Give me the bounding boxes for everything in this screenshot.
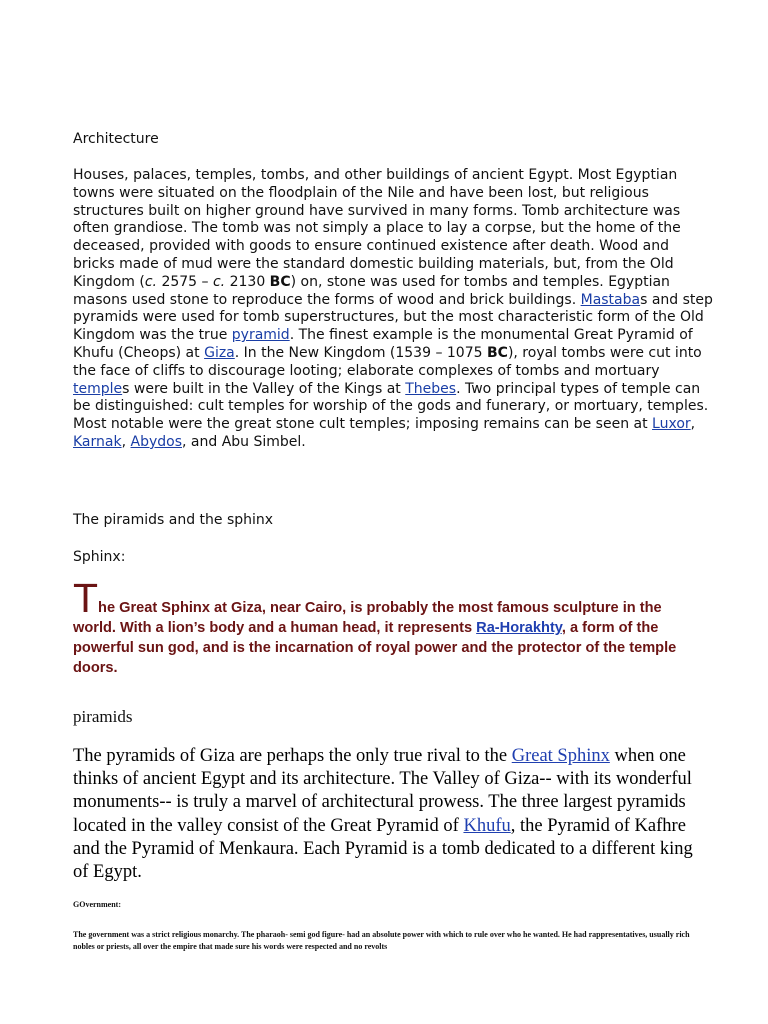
text-segment: The pyramids of Giza are perhaps the only true rival to the: [73, 746, 512, 766]
bc-abbrev: BC: [486, 344, 508, 361]
section-heading-pyramids: piramids: [73, 707, 133, 726]
text-segment: , the Pyramid of Kafhre and the Pyramid of Menkaura. Each Pyramid is a tomb dedicated to a different king of Egypt.: [73, 815, 693, 883]
separator: ,: [121, 433, 131, 450]
abydos-link[interactable]: Abydos: [130, 433, 182, 450]
khufu-link[interactable]: Khufu: [463, 815, 511, 836]
text-segment: , a form of the powerful sun god, and is the incarnation of royal power and the protector of the temple doors.: [73, 620, 677, 676]
bc-abbrev: BC: [269, 273, 291, 290]
text-segment: ), royal tombs were cut into the face of cliffs to discourage looting; elaborate complexes of tombs and mortuary: [73, 344, 702, 379]
text-segment: . The finest example is the monumental Great Pyramid of Khufu (Cheops) at: [73, 327, 693, 361]
giza-link[interactable]: Giza: [204, 344, 235, 361]
mastaba-link[interactable]: Mastaba: [580, 291, 641, 308]
circa-abbrev: c.: [144, 273, 157, 290]
pyramid-link[interactable]: pyramid: [231, 327, 290, 344]
text-segment: , and Abu Simbel.: [182, 433, 306, 450]
circa-abbrev: c.: [212, 273, 226, 290]
pyramids-paragraph: [73, 745, 693, 884]
text-segment: . Two principal types of temple can be distinguished: cult temples for worship of the gods and funerary, or mortuary, temples. Most notable were the great stone cult temples; imposing remains can be seen at: [73, 380, 709, 433]
text-segment: he Great Sphinx at Giza, near Cairo, is probably the most famous sculpture in the world. With a lion’s body and a human head, it represents: [73, 600, 662, 636]
text-segment: s and step pyramids were used for tomb superstructures, but the most characteristic form of the Old Kingdom was the true: [73, 291, 713, 344]
text-segment: ) on, stone was used for tombs and temples. Egyptian masons used stone to reproduce the forms of wood and brick buildings.: [73, 273, 670, 308]
section-heading-architecture: Architecture: [73, 131, 159, 147]
government-paragraph: The government was a strict religious monarchy. The pharaoh- semi god figure- had an absolute power with which to rule over who he wanted. He had rappresentatives, usually rich nobles or priests, all over the empire that made sure his words were respected and no revolts: [73, 930, 690, 951]
ra-horakhty-link[interactable]: Ra-Horakhty: [476, 620, 562, 636]
karnak-link[interactable]: Karnak: [73, 433, 122, 450]
drop-cap: T: [73, 575, 99, 621]
sphinx-label: Sphinx:: [73, 549, 126, 565]
section-heading-pyramids-sphinx: The piramids and the sphinx: [73, 512, 274, 528]
sphinx-paragraph: [73, 575, 703, 678]
text-segment: when one thinks of ancient Egypt and its architecture. The Valley of Giza-- with its wonderful monuments-- is truly a marvel of architectural prowess. The three largest pyramids located in the valley consist of the Great Pyramid of: [73, 746, 692, 836]
temple-link[interactable]: temple: [73, 380, 123, 397]
separator: ,: [690, 416, 696, 433]
text-segment: 2575 –: [157, 273, 213, 290]
thebes-link[interactable]: Thebes: [405, 380, 457, 397]
text-segment: s were built in the Valley of the Kings at: [122, 380, 406, 397]
section-heading-government: GOvernment:: [73, 900, 121, 909]
text-segment: Houses, palaces, temples, tombs, and other buildings of ancient Egypt. Most Egyptian towns were situated on the floodplain of the Nile and have been lost, but religious structures built on higher ground have survived in many forms. Tomb architecture was often grandiose. The tomb was not simply a place to lay a corpse, but the home of the deceased, provided with goods to ensure continued existence after death. Wood and bricks made of mud were the standard domestic building materials, but, from the Old Kingdom (: [73, 167, 681, 290]
text-segment: . In the New Kingdom (1539 – 1075: [234, 344, 487, 361]
luxor-link[interactable]: Luxor: [652, 416, 691, 433]
text-segment: 2130: [225, 273, 270, 290]
architecture-paragraph: [73, 167, 713, 452]
great-sphinx-link[interactable]: Great Sphinx: [511, 746, 610, 766]
